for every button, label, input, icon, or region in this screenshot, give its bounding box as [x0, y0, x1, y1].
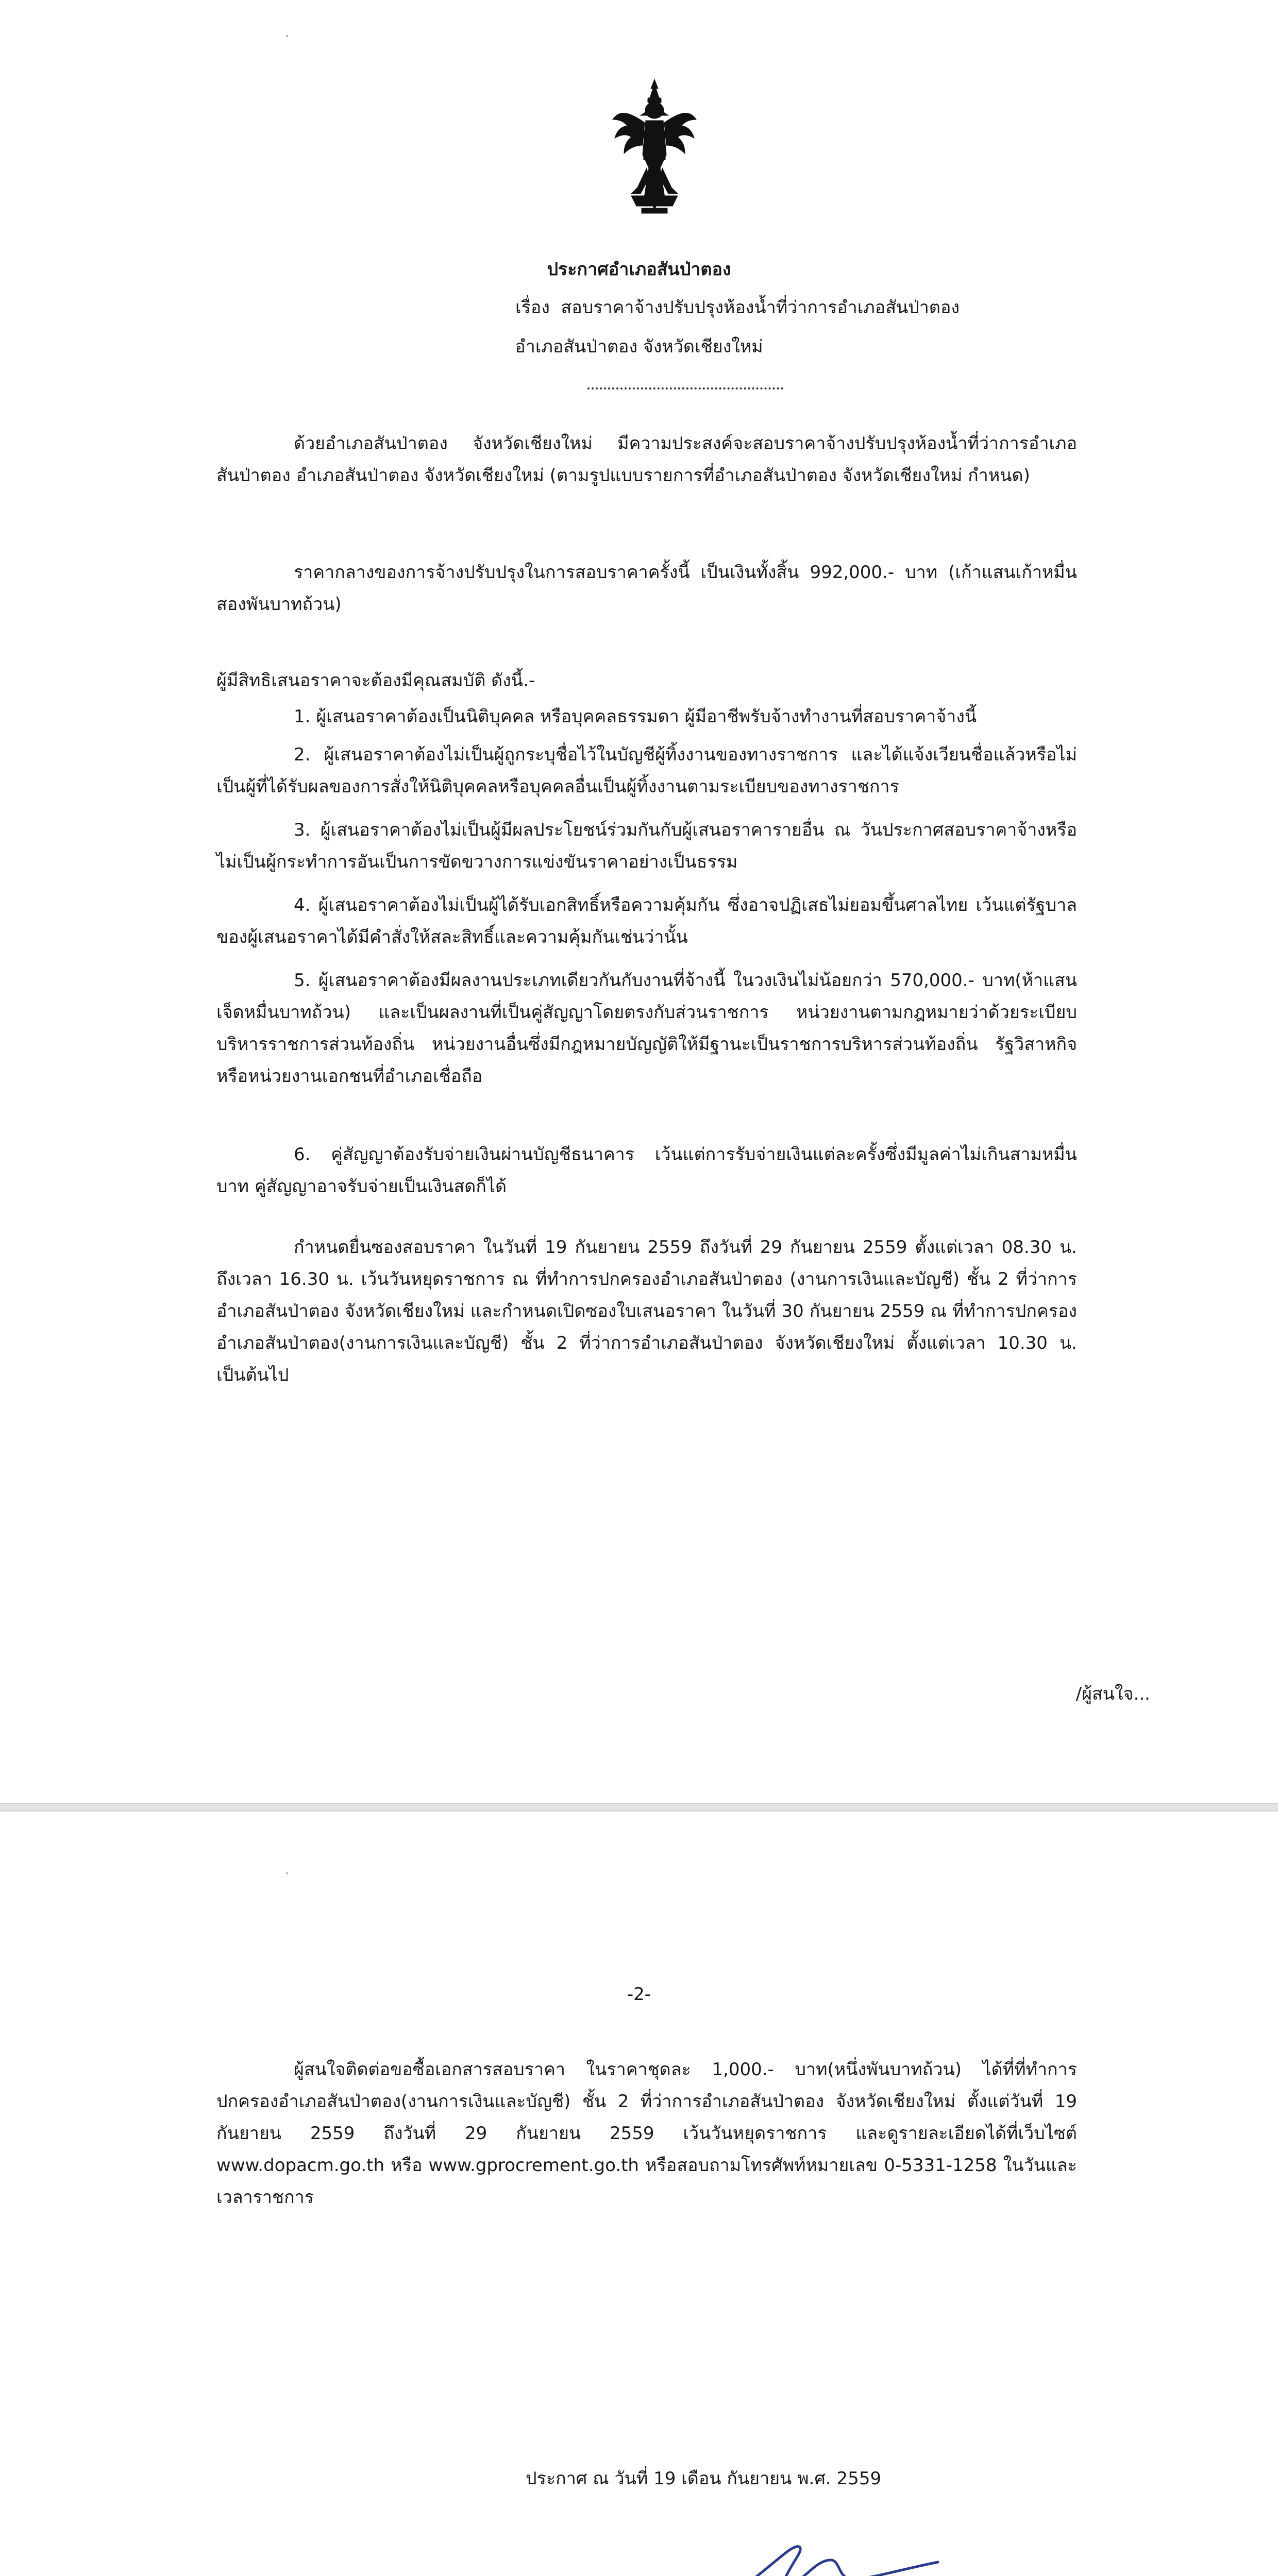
scan-speck	[286, 1872, 288, 1874]
qualification-item: 2. ผู้เสนอราคาต้องไม่เป็นผู้ถูกระบุชื่อไว้ในบัญชีผู้ทิ้งงานของทางราชการ และได้แจ้งเวียนชื่อแล้วหรือไม่เป็นผู้ที่ได้รับผลของการสั่งให้นิติบุคคลหรือบุคคลอื่นเป็นผู้ทิ้งงานตามระเบียบของทางราชการ	[216, 744, 1077, 797]
subject-label: เรื่อง	[515, 297, 550, 318]
garuda-emblem-icon	[611, 77, 698, 227]
qualification-item: 5. ผู้เสนอราคาต้องมีผลงานประเภทเดียวกันกับงานที่จ้างนี้ ในวงเงินไม่น้อยกว่า 570,000.- บาท(ห้าแสนเจ็ดหมื่นบาทถ้วน) และเป็นผลงานที่เป็นคู่สัญญาโดยตรงกับส่วนราชการ หน่วยงานตามกฎหมายว่าด้วยระเบียบบริหารราชการส่วนท้องถิ่น หน่วยงานอื่นซึ่งมีกฎหมายบัญญัติให้มีฐานะเป็นราชการบริหารส่วนท้องถิ่น รัฐวิสาหกิจ หรือหน่วยงานเอกชนที่อำเภอเชื่อถือ	[216, 970, 1077, 1087]
subject-text: สอบราคาจ้างปรับปรุงห้องน้ำที่ว่าการอำเภอสันป่าตอง	[561, 297, 960, 318]
subject-line	[515, 296, 960, 319]
continue-mark: /ผู้สนใจ...	[1075, 1684, 1150, 1704]
qualification-item: 6. คู่สัญญาต้องรับจ่ายเงินผ่านบัญชีธนาคาร เว้นแต่การรับจ่ายเงินแต่ละครั้งซึ่งมีมูลค่าไม่เกินสามหมื่นบาท คู่สัญญาอาจรับจ่ายเป็นเงินสดก็ได้	[216, 1144, 1077, 1197]
qualification-item: 3. ผู้เสนอราคาต้องไม่เป็นผู้มีผลประโยชน์ร่วมกันกับผู้เสนอราคารายอื่น ณ วันประกาศสอบราคาจ้างหรือไม่เป็นผู้กระทำการอันเป็นการขัดขวางการแข่งขันราคาอย่างเป็นธรรม	[216, 820, 1077, 872]
announce-date: ประกาศ ณ วันที่ 19 เดือน กันยายน พ.ศ. 2559	[526, 2468, 882, 2489]
price-paragraph: ราคากลางของการจ้างปรับปรุงในการสอบราคาครั้งนี้ เป็นเงินทั้งสิ้น 992,000.- บาท (เก้าแสนเก้าหมื่นสองพันบาทถ้วน)	[216, 562, 1077, 615]
intro-paragraph: ด้วยอำเภอสันป่าตอง จังหวัดเชียงใหม่ มีความประสงค์จะสอบราคาจ้างปรับปรุงห้องน้ำที่ว่าการอำเภอสันป่าตอง อำเภอสันป่าตอง จังหวัดเชียงใหม่ (ตามรูปแบบรายการที่อำเภอสันป่าตอง จังหวัดเชียงใหม่ กำหนด)	[216, 433, 1077, 486]
org-title: ประกาศอำเภอสันป่าตอง	[547, 259, 731, 280]
handwritten-signature	[711, 2535, 948, 2576]
qualification-heading: ผู้มีสิทธิเสนอราคาจะต้องมีคุณสมบัติ ดังนี้.-	[216, 670, 535, 691]
page-number: -2-	[627, 1984, 651, 2005]
subject-line-2: อำเภอสันป่าตอง จังหวัดเชียงใหม่	[515, 336, 763, 357]
qualification-item: 1. ผู้เสนอราคาต้องเป็นนิติบุคคล หรือบุคคลธรรมดา ผู้มีอาชีพรับจ้างทำงานที่สอบราคาจ้างนี้	[294, 706, 977, 727]
document-page-2	[0, 1811, 1278, 2576]
page-divider	[0, 1803, 1278, 1811]
contact-paragraph: ผู้สนใจติดต่อขอซื้อเอกสารสอบราคา ในราคาชุดละ 1,000.- บาท(หนึ่งพันบาทถ้วน) ได้ที่ที่ทำการปกครองอำเภอสันป่าตอง(งานการเงินและบัญชี) ชั้น 2 ที่ว่าการอำเภอสันป่าตอง จังหวัดเชียงใหม่ ตั้งแต่วันที่ 19 กันยายน 2559 ถึงวันที่ 29 กันยายน 2559 เว้นวันหยุดราชการ และดูรายละเอียดได้ที่เว็บไซต์ www.dopacm.go.th หรือ www.gprocrement.go.th หรือสอบถามโทรศัพท์หมายเลข 0-5331-1258 ในวันและเวลาราชการ	[216, 2059, 1077, 2208]
scan-speck	[286, 35, 288, 37]
separator-line	[587, 387, 783, 389]
schedule-paragraph: กำหนดยื่นซองสอบราคา ในวันที่ 19 กันยายน 2559 ถึงวันที่ 29 กันยายน 2559 ตั้งแต่เวลา 08.30 น. ถึงเวลา 16.30 น. เว้นวันหยุดราชการ ณ ที่ทำการปกครองอำเภอสันป่าตอง (งานการเงินและบัญชี) ชั้น 2 ที่ว่าการอำเภอสันป่าตอง จังหวัดเชียงใหม่ และกำหนดเปิดซองใบเสนอราคา ในวันที่ 30 กันยายน 2559 ณ ที่ทำการปกครองอำเภอสันป่าตอง(งานการเงินและบัญชี) ชั้น 2 ที่ว่าการอำเภอสันป่าตอง จังหวัดเชียงใหม่ ตั้งแต่เวลา 10.30 น. เป็นต้นไป	[216, 1237, 1077, 1385]
qualification-item: 4. ผู้เสนอราคาต้องไม่เป็นผู้ได้รับเอกสิทธิ์หรือความคุ้มกัน ซึ่งอาจปฏิเสธไม่ยอมขึ้นศาลไทย เว้นแต่รัฐบาลของผู้เสนอราคาได้มีคำสั่งให้สละสิทธิ์และความคุ้มกันเช่นว่านั้น	[216, 895, 1077, 947]
